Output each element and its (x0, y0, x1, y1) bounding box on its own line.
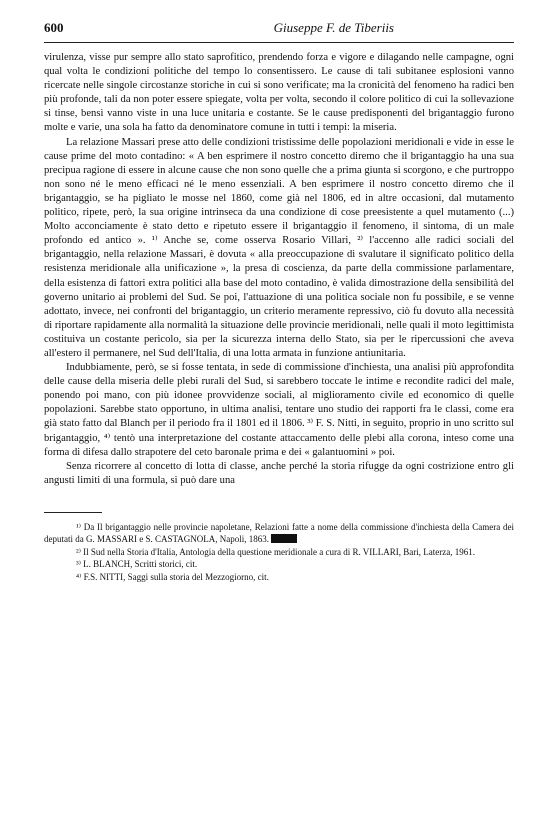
footnote-text: ³⁾ L. BLANCH, Scritti storici, cit. (76, 559, 198, 570)
footnote-text: ²⁾ Il Sud nella Storia d'Italia, Antologia della questione meridionale a cura di R. VILLARI, Bari, Laterza, 1961. (76, 546, 476, 557)
body-text (44, 51, 514, 488)
paragraph: Senza ricorrere al concetto di lotta di classe, anche perché la storia rifugge da ogni costrizione entro gli angusti limiti di una formula, si può dare una (44, 460, 514, 486)
footnote-text: ⁴⁾ F.S. NITTI, Saggi sulla storia del Mezzogiorno, cit. (76, 571, 269, 582)
paragraph: La relazione Massari prese atto delle condizioni tristissime delle popolazioni meridionali e vide in esse le cause prime del moto contadino: « A ben esprimere il nostro concetto diremo che il brigantaggio ha una sua precipua ragione di essere in alcune cause che non sono quelle che a prima giunta si scorgono, e che purtroppo non sono né le meno efficaci né le meno essenziali. A ben esprimere il nostro concetto diremo che il brigantaggio, se ha pigliato le mosse nel 1860, come già nel 1806, ed in altre occasioni, dal mutamento politico, ripete, però, la sua origine intrinseca da una condizione di cose preesistente a quel mutamento (...) Molto acconciamente è stato detto e ripetuto essere il brigantaggio il fenomeno, il sintoma, di un male profondo ed antico ». ¹⁾ Anche se, come osserva Rosario Villari, ²⁾ l'accenno alle radici sociali del brigantaggio, nella relazione Massari, è dovuta « alla preoccupazione di svalutare il significato politico della resistenza meridionale alla unificazione », la presa di coscienza, da parte della commissione parlamentare, della esistenza di fattori extra politici alla base del moto contadino, è valida dimostrazione della sensibilità del governo unitario ai problemi del Sud. Se poi, l'attuazione di una politica sociale non fu possibile, e se venne adottato, invece, nei confronti del brigantaggio, un criterio meramente repressivo, ciò fu dovuto alla necessità di riportare rapidamente alla normalità la situazione delle provincie meridionali, nelle quali il moto legittimista costituiva un costante pericolo, sia per la sicurezza interna dello Stato, sia per le ripercussioni che aveva all'estero il permanere, nel Sud dell'Italia, di una lotta armata in funzione antiunitaria. (44, 136, 514, 359)
footnote (44, 521, 514, 546)
footnote-text: ¹⁾ Da Il brigantaggio nelle provincie napoletane, Relazioni fatte a nome della commissione d'inchiesta della Camera dei deputati da G. MASSARI e S. CASTAGNOLA, Napoli, 1863. (44, 521, 514, 545)
page-number: 600 (44, 20, 64, 35)
footnote (44, 571, 514, 583)
footnote (44, 546, 514, 558)
footnote (44, 558, 514, 570)
running-header (44, 20, 514, 43)
running-head: Giuseppe F. de Tiberiis (273, 20, 394, 35)
footnotes (44, 521, 514, 583)
paragraph: Indubbiamente, però, se si fosse tentata, in sede di commissione d'inchiesta, una analisi più approfondita delle cause della miseria delle plebi rurali del Sud, si sarebbero toccate le intime e recondite radici del male, ponendo poi mano, con più idonee provvidenze sociali, al miglioramento civile ed economico di quelle popolazioni. Sarebbe stato opportuno, in ultima analisi, tentare uno studio dei rapporti fra le classi, come era già stato fatto dal Blanch per il periodo fra il 1801 ed il 1806. ³⁾ F. S. Nitti, in seguito, proprio in uno scritto sul brigantaggio, ⁴⁾ tentò una interpretazione del costante attaccamento delle plebi alla corona, inteso come una forma di difesa dallo strapotere del ceto baronale prima e dei « galantuomini » poi. (44, 362, 514, 458)
footnote-divider (44, 512, 102, 513)
paragraph: virulenza, visse pur sempre allo stato saprofitico, prendendo forza e vigore e dilagando nelle campagne, ogni qual volta le condizioni politiche del tempo lo consentissero. Le cause di tali subitanee esplosioni vanno ricercate nelle singole circostanze storiche in cui si sono verificate; ma la cronicità del fenomeno ha radici ben più profonde, tali da non poter essere spiegate, volta per volta, secondo il colore politico di cui la sollevazione si tinse, bensì vanno viste in una luce unitaria e costante. Se le cause predisponenti del brigantaggio furono molte e varie, una sola ha fatto da denominatore comune in tutti i tempi: la miseria. (44, 52, 514, 134)
redaction-mark (271, 534, 297, 543)
